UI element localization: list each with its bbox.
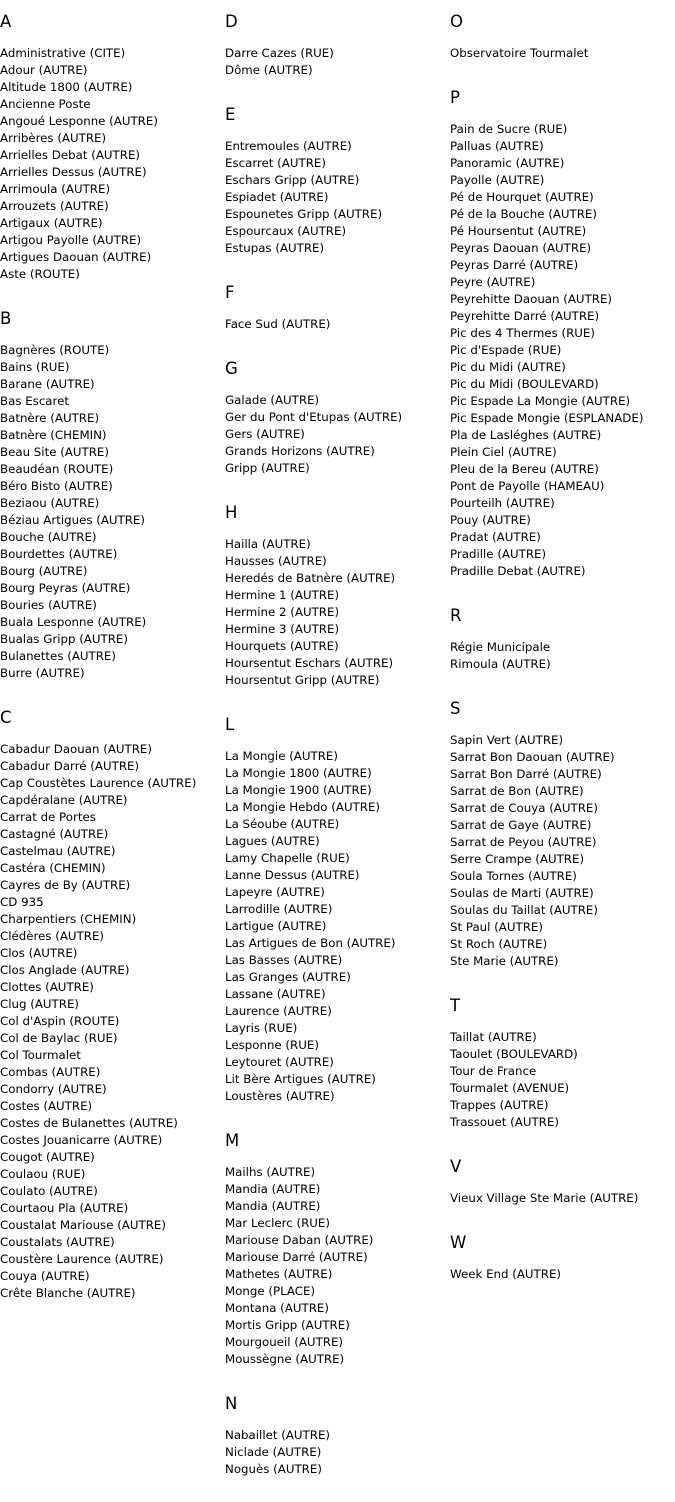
letter-section xyxy=(0,307,224,682)
street-entry: Pic du Midi (BOULEVARD) xyxy=(450,377,599,391)
street-entry: Artigues Daouan (AUTRE) xyxy=(0,250,152,264)
street-entry: Dôme (AUTRE) xyxy=(225,63,313,77)
letter-section xyxy=(225,1392,449,1478)
letter-heading: D xyxy=(225,12,238,31)
street-entry: Adour (AUTRE) xyxy=(0,63,88,77)
letter-section xyxy=(225,501,449,689)
street-entry: Col Tourmalet xyxy=(0,1048,81,1062)
street-entry: Artigou Payolle (AUTRE) xyxy=(0,233,142,247)
street-entry: Clottes (AUTRE) xyxy=(0,980,94,994)
street-list xyxy=(225,45,449,79)
letter-section xyxy=(225,281,449,333)
letter-heading: F xyxy=(225,283,235,302)
street-entry: Bulanettes (AUTRE) xyxy=(0,649,116,663)
street-entry: Pic du Midi (AUTRE) xyxy=(450,360,566,374)
street-entry: Sarrat de Gaye (AUTRE) xyxy=(450,818,592,832)
street-entry: Pic Espade La Mongie (AUTRE) xyxy=(450,394,631,408)
street-entry: Mandia (AUTRE) xyxy=(225,1199,321,1213)
street-entry: Lanne Dessus (AUTRE) xyxy=(225,868,360,882)
letter-section xyxy=(225,10,449,79)
street-entry: Sarrat Bon Darré (AUTRE) xyxy=(450,767,602,781)
street-entry: La Séoube (AUTRE) xyxy=(225,817,340,831)
street-entry: Bualas Gripp (AUTRE) xyxy=(0,632,128,646)
street-list xyxy=(450,121,674,580)
street-entry: Costes de Bulanettes (AUTRE) xyxy=(0,1116,178,1130)
street-entry: Barane (AUTRE) xyxy=(0,377,95,391)
street-entry: Pé de Hourquet (AUTRE) xyxy=(450,190,594,204)
street-entry: Rimoula (AUTRE) xyxy=(450,657,551,671)
street-entry: Espourcaux (AUTRE) xyxy=(225,224,347,238)
street-entry: Cabadur Darré (AUTRE) xyxy=(0,759,140,773)
street-list xyxy=(0,45,224,283)
street-entry: Sarrat Bon Daouan (AUTRE) xyxy=(450,750,615,764)
street-entry: Nabaillet (AUTRE) xyxy=(225,1428,331,1442)
street-entry: Beaudéan (ROUTE) xyxy=(0,462,114,476)
street-entry: Peyre (AUTRE) xyxy=(450,275,536,289)
street-entry: Mariouse Darré (AUTRE) xyxy=(225,1250,368,1264)
street-entry: La Mongie 1800 (AUTRE) xyxy=(225,766,372,780)
street-entry: Peyras Darré (AUTRE) xyxy=(450,258,579,272)
street-entry: Serre Crampe (AUTRE) xyxy=(450,852,585,866)
street-entry: Mandia (AUTRE) xyxy=(225,1182,321,1196)
street-entry: Costes Jouanicarre (AUTRE) xyxy=(0,1133,163,1147)
street-entry: Bourg (AUTRE) xyxy=(0,564,88,578)
street-entry: Batnère (AUTRE) xyxy=(0,411,100,425)
street-list xyxy=(450,732,674,970)
letter-heading: O xyxy=(450,12,463,31)
street-list xyxy=(225,1427,449,1478)
street-entry: Montana (AUTRE) xyxy=(225,1301,329,1315)
street-entry: Ste Marie (AUTRE) xyxy=(450,954,559,968)
street-entry: Bouche (AUTRE) xyxy=(0,530,97,544)
letter-heading: C xyxy=(0,708,12,727)
street-entry: Aste (ROUTE) xyxy=(0,267,80,281)
letter-heading: V xyxy=(450,1157,462,1176)
street-entry: Ger du Pont d'Etupas (AUTRE) xyxy=(225,410,403,424)
street-entry: Pouy (AUTRE) xyxy=(450,513,531,527)
street-entry: Mailhs (AUTRE) xyxy=(225,1165,316,1179)
street-entry: Col de Baylac (RUE) xyxy=(0,1031,118,1045)
street-entry: Hermine 1 (AUTRE) xyxy=(225,588,340,602)
street-entry: Ancienne Poste xyxy=(0,97,91,111)
street-entry: Arrielles Dessus (AUTRE) xyxy=(0,165,147,179)
street-entry: Palluas (AUTRE) xyxy=(450,139,544,153)
street-entry: Espiadet (AUTRE) xyxy=(225,190,329,204)
letter-section xyxy=(450,10,674,62)
street-list xyxy=(450,1029,674,1131)
street-entry: La Mongie Hebdo (AUTRE) xyxy=(225,800,381,814)
street-entry: Peyras Daouan (AUTRE) xyxy=(450,241,592,255)
street-entry: St Paul (AUTRE) xyxy=(450,920,543,934)
street-entry: Lapeyre (AUTRE) xyxy=(225,885,325,899)
street-entry: Moussègne (AUTRE) xyxy=(225,1352,345,1366)
street-entry: Heredés de Batnère (AUTRE) xyxy=(225,571,396,585)
street-entry: Tourmalet (AVENUE) xyxy=(450,1081,570,1095)
street-entry: Pic des 4 Thermes (RUE) xyxy=(450,326,595,340)
street-entry: Castagné (AUTRE) xyxy=(0,827,109,841)
letter-heading: N xyxy=(225,1394,238,1413)
street-entry: Niclade (AUTRE) xyxy=(225,1445,322,1459)
street-entry: Coustalats (AUTRE) xyxy=(0,1235,115,1249)
street-entry: Charpentiers (CHEMIN) xyxy=(0,912,137,926)
street-entry: Bouries (AUTRE) xyxy=(0,598,97,612)
street-entry: Buala Lesponne (AUTRE) xyxy=(0,615,147,629)
street-entry: Burre (AUTRE) xyxy=(0,666,85,680)
street-entry: Lagues (AUTRE) xyxy=(225,834,320,848)
street-entry: Panoramic (AUTRE) xyxy=(450,156,565,170)
street-list xyxy=(225,392,449,477)
street-entry: Clos (AUTRE) xyxy=(0,946,78,960)
letter-section xyxy=(450,1155,674,1207)
street-entry: Hermine 3 (AUTRE) xyxy=(225,622,340,636)
street-entry: Loustères (AUTRE) xyxy=(225,1089,335,1103)
street-entry: Sarrat de Peyou (AUTRE) xyxy=(450,835,597,849)
street-entry: Pic Espade Mongie (ESPLANADE) xyxy=(450,411,644,425)
letter-heading: R xyxy=(450,606,462,625)
street-entry: Plein Ciel (AUTRE) xyxy=(450,445,557,459)
street-list xyxy=(0,342,224,682)
street-entry: Laurence (AUTRE) xyxy=(225,1004,332,1018)
street-entry: Béziau Artigues (AUTRE) xyxy=(0,513,145,527)
street-entry: Gripp (AUTRE) xyxy=(225,461,310,475)
street-entry: Peyrehitte Darré (AUTRE) xyxy=(450,309,600,323)
street-entry: Layris (RUE) xyxy=(225,1021,298,1035)
street-entry: Pourteilh (AUTRE) xyxy=(450,496,555,510)
letter-heading: A xyxy=(0,12,12,31)
street-entry: Condorry (AUTRE) xyxy=(0,1082,107,1096)
street-entry: La Mongie (AUTRE) xyxy=(225,749,338,763)
street-entry: Hermine 2 (AUTRE) xyxy=(225,605,340,619)
street-entry: Arrouzets (AUTRE) xyxy=(0,199,109,213)
street-entry: CD 935 xyxy=(0,895,44,909)
street-entry: Arrielles Debat (AUTRE) xyxy=(0,148,141,162)
letter-section xyxy=(450,604,674,673)
street-entry: Mariouse Daban (AUTRE) xyxy=(225,1233,374,1247)
street-list xyxy=(450,639,674,673)
street-entry: Darre Cazes (RUE) xyxy=(225,46,334,60)
street-entry: Pain de Sucre (RUE) xyxy=(450,122,568,136)
street-entry: Vieux Village Ste Marie (AUTRE) xyxy=(450,1191,639,1205)
street-entry: Pont de Payolle (HAMEAU) xyxy=(450,479,605,493)
street-entry: Cayres de By (AUTRE) xyxy=(0,878,131,892)
street-entry: Lamy Chapelle (RUE) xyxy=(225,851,350,865)
street-list xyxy=(450,1190,674,1207)
street-entry: Pé Hoursentut (AUTRE) xyxy=(450,224,587,238)
street-entry: Lit Bère Artigues (AUTRE) xyxy=(225,1072,376,1086)
street-entry: Cabadur Daouan (AUTRE) xyxy=(0,742,152,756)
letter-heading: E xyxy=(225,105,236,124)
street-entry: La Mongie 1900 (AUTRE) xyxy=(225,783,372,797)
letter-heading: L xyxy=(225,715,235,734)
street-entry: Cap Coustètes Laurence (AUTRE) xyxy=(0,776,197,790)
letter-section xyxy=(225,357,449,477)
street-entry: Coulato (AUTRE) xyxy=(0,1184,98,1198)
letter-section xyxy=(0,706,224,1302)
street-entry: Bains (RUE) xyxy=(0,360,70,374)
street-entry: Hoursentut Eschars (AUTRE) xyxy=(225,656,394,670)
letter-section xyxy=(225,1129,449,1368)
street-list xyxy=(225,316,449,333)
letter-heading: P xyxy=(450,88,460,107)
street-entry: Altitude 1800 (AUTRE) xyxy=(0,80,133,94)
street-entry: Soulas du Taillat (AUTRE) xyxy=(450,903,598,917)
street-entry: Espounetes Gripp (AUTRE) xyxy=(225,207,383,221)
street-entry: Mortis Gripp (AUTRE) xyxy=(225,1318,350,1332)
street-entry: Sapin Vert (AUTRE) xyxy=(450,733,564,747)
street-entry: Taillat (AUTRE) xyxy=(450,1030,537,1044)
street-entry: Noguès (AUTRE) xyxy=(225,1462,322,1476)
street-list xyxy=(225,536,449,689)
street-entry: Castelmau (AUTRE) xyxy=(0,844,116,858)
letter-heading: B xyxy=(0,309,12,328)
street-entry: Trassouet (AUTRE) xyxy=(450,1115,559,1129)
street-entry: Bourdettes (AUTRE) xyxy=(0,547,118,561)
street-entry: Arrimoula (AUTRE) xyxy=(0,182,111,196)
letter-heading: G xyxy=(225,359,238,378)
street-entry: Castéra (CHEMIN) xyxy=(0,861,106,875)
street-entry: Bourg Peyras (AUTRE) xyxy=(0,581,131,595)
letter-heading: H xyxy=(225,503,238,522)
letter-section xyxy=(0,10,224,283)
street-entry: Crête Blanche (AUTRE) xyxy=(0,1286,136,1300)
street-entry: Larrodille (AUTRE) xyxy=(225,902,333,916)
street-entry: Hourquets (AUTRE) xyxy=(225,639,339,653)
street-entry: Col d'Aspin (ROUTE) xyxy=(0,1014,120,1028)
street-entry: Pic d'Espade (RUE) xyxy=(450,343,562,357)
street-entry: Soulas de Marti (AUTRE) xyxy=(450,886,594,900)
street-entry: Las Granges (AUTRE) xyxy=(225,970,351,984)
street-entry: Angoué Lesponne (AUTRE) xyxy=(0,114,158,128)
street-entry: Eschars Gripp (AUTRE) xyxy=(225,173,360,187)
street-entry: Bas Escaret xyxy=(0,394,70,408)
street-entry: Payolle (AUTRE) xyxy=(450,173,545,187)
letter-heading: W xyxy=(450,1233,467,1252)
street-entry: Coulaou (RUE) xyxy=(0,1167,86,1181)
street-entry: Pé de la Bouche (AUTRE) xyxy=(450,207,597,221)
street-entry: St Roch (AUTRE) xyxy=(450,937,548,951)
street-entry: Bagnères (ROUTE) xyxy=(0,343,110,357)
street-entry: Monge (PLACE) xyxy=(225,1284,316,1298)
street-entry: Taoulet (BOULEVARD) xyxy=(450,1047,578,1061)
street-entry: Pleu de la Bereu (AUTRE) xyxy=(450,462,599,476)
letter-section xyxy=(450,86,674,580)
street-entry: Lassane (AUTRE) xyxy=(225,987,326,1001)
street-entry: Peyrehitte Daouan (AUTRE) xyxy=(450,292,613,306)
street-entry: Carrat de Portes xyxy=(0,810,96,824)
street-entry: Gers (AUTRE) xyxy=(225,427,305,441)
street-entry: Estupas (AUTRE) xyxy=(225,241,325,255)
street-entry: Sarrat de Couya (AUTRE) xyxy=(450,801,598,815)
street-list xyxy=(450,45,674,62)
street-entry: Cougot (AUTRE) xyxy=(0,1150,95,1164)
street-entry: Grands Horizons (AUTRE) xyxy=(225,444,375,458)
street-entry: Administrative (CITE) xyxy=(0,46,126,60)
street-entry: Lesponne (RUE) xyxy=(225,1038,319,1052)
letter-section xyxy=(225,713,449,1105)
street-entry: Combas (AUTRE) xyxy=(0,1065,101,1079)
street-entry: Sarrat de Bon (AUTRE) xyxy=(450,784,584,798)
street-entry: Mathetes (AUTRE) xyxy=(225,1267,333,1281)
letter-heading: S xyxy=(450,699,461,718)
street-list xyxy=(0,741,224,1302)
street-list xyxy=(450,1266,674,1283)
street-entry: Régie Municipale xyxy=(450,640,551,654)
letter-heading: M xyxy=(225,1131,240,1150)
street-entry: Leytouret (AUTRE) xyxy=(225,1055,334,1069)
street-entry: Coustalat Mariouse (AUTRE) xyxy=(0,1218,166,1232)
street-entry: Hausses (AUTRE) xyxy=(225,554,327,568)
street-entry: Mar Leclerc (RUE) xyxy=(225,1216,330,1230)
street-entry: Artigaux (AUTRE) xyxy=(0,216,103,230)
street-entry: Galade (AUTRE) xyxy=(225,393,320,407)
letter-section xyxy=(450,1231,674,1283)
index-column-2 xyxy=(225,10,449,1502)
street-entry: Clédères (AUTRE) xyxy=(0,929,105,943)
street-entry: Observatoire Tourmalet xyxy=(450,46,589,60)
street-list xyxy=(225,1164,449,1368)
street-entry: Clos Anglade (AUTRE) xyxy=(0,963,130,977)
street-entry: Capdéralane (AUTRE) xyxy=(0,793,128,807)
street-entry: Costes (AUTRE) xyxy=(0,1099,93,1113)
street-entry: Pradille Debat (AUTRE) xyxy=(450,564,586,578)
street-entry: Face Sud (AUTRE) xyxy=(225,317,331,331)
street-entry: Arribères (AUTRE) xyxy=(0,131,107,145)
street-entry: Escarret (AUTRE) xyxy=(225,156,326,170)
street-entry: Tour de France xyxy=(450,1064,537,1078)
letter-section xyxy=(450,697,674,970)
street-entry: Clug (AUTRE) xyxy=(0,997,79,1011)
street-entry: Beziaou (AUTRE) xyxy=(0,496,100,510)
street-entry: Week End (AUTRE) xyxy=(450,1267,562,1281)
street-entry: Couya (AUTRE) xyxy=(0,1269,90,1283)
street-entry: Las Basses (AUTRE) xyxy=(225,953,343,967)
street-entry: Coustère Laurence (AUTRE) xyxy=(0,1252,164,1266)
letter-heading: T xyxy=(450,996,461,1015)
street-entry: Trappes (AUTRE) xyxy=(450,1098,549,1112)
street-entry: Entremoules (AUTRE) xyxy=(225,139,352,153)
street-entry: Beau Site (AUTRE) xyxy=(0,445,109,459)
street-entry: Batnère (CHEMIN) xyxy=(0,428,107,442)
street-entry: Hoursentut Gripp (AUTRE) xyxy=(225,673,380,687)
street-entry: Pla de Lasléghes (AUTRE) xyxy=(450,428,602,442)
street-entry: Pradat (AUTRE) xyxy=(450,530,541,544)
street-entry: Soula Tornes (AUTRE) xyxy=(450,869,577,883)
index-column-3 xyxy=(450,10,674,1307)
street-entry: Béro Bisto (AUTRE) xyxy=(0,479,113,493)
street-entry: Pradille (AUTRE) xyxy=(450,547,547,561)
street-list xyxy=(225,748,449,1105)
street-entry: Lartigue (AUTRE) xyxy=(225,919,327,933)
letter-section xyxy=(225,103,449,257)
street-entry: Hailla (AUTRE) xyxy=(225,537,311,551)
street-entry: Mourgoueil (AUTRE) xyxy=(225,1335,344,1349)
street-entry: Las Artigues de Bon (AUTRE) xyxy=(225,936,396,950)
index-column-1 xyxy=(0,10,224,1326)
letter-section xyxy=(450,994,674,1131)
street-entry: Courtaou Pla (AUTRE) xyxy=(0,1201,129,1215)
street-list xyxy=(225,138,449,257)
